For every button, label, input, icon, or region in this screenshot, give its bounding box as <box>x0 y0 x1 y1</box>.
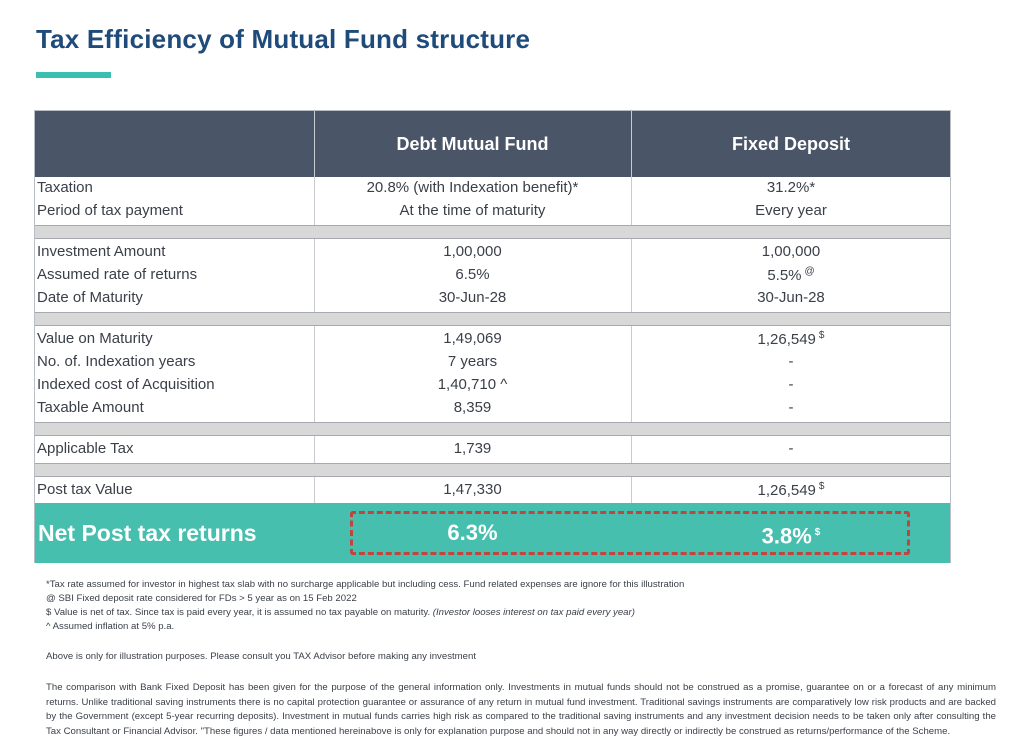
footnote-tax-rate: *Tax rate assumed for investor in highest tax slab with no surcharge applicable but including cess. Fund related expenses are ignore for this illustration <box>46 579 685 590</box>
fixed-deposit-value: 5.5% @ <box>767 266 815 284</box>
debt-mutual-fund-value: 1,739 <box>453 440 492 457</box>
debt-mutual-fund-value: 1,00,000 <box>443 243 502 260</box>
table-header <box>35 111 950 177</box>
row-label: No. of. Indexation years <box>37 353 196 370</box>
table-row <box>35 397 950 420</box>
debt-mutual-fund-value: At the time of maturity <box>399 202 546 219</box>
fixed-deposit-value: 1,26,549 $ <box>757 330 825 348</box>
footnote-sbi-rate: @ SBI Fixed deposit rate considered for FDs > 5 year as on 15 Feb 2022 <box>46 593 357 604</box>
header-debt-mutual-fund: Debt Mutual Fund <box>396 134 549 154</box>
table-row <box>35 241 950 264</box>
debt-mutual-fund-value: 1,40,710 ^ <box>437 376 508 393</box>
net-returns-debt-mutual-fund: 6.3% <box>447 520 498 545</box>
debt-mutual-fund-value: 1,49,069 <box>443 330 502 347</box>
fixed-deposit-value: - <box>788 376 794 393</box>
row-label: Value on Maturity <box>37 330 153 347</box>
title-accent-bar <box>36 72 111 78</box>
row-label: Indexed cost of Acquisition <box>37 376 215 393</box>
footnote-inflation: ^ Assumed inflation at 5% p.a. <box>46 621 175 632</box>
disclaimer: Above is only for illustration purposes. Please consult you TAX Advisor before making any investment <box>46 651 476 662</box>
table-row <box>35 328 950 351</box>
table-row <box>35 438 950 461</box>
fixed-deposit-value: 1,00,000 <box>761 243 821 260</box>
row-label: Taxation <box>37 179 93 196</box>
group-separator <box>35 225 950 239</box>
debt-mutual-fund-value: 8,359 <box>453 399 492 416</box>
table-row <box>35 479 950 502</box>
net-returns-fixed-deposit: 3.8% $ <box>761 523 821 549</box>
fixed-deposit-value: - <box>788 353 794 370</box>
group-separator <box>35 312 950 326</box>
header-fixed-deposit: Fixed Deposit <box>731 134 851 154</box>
net-returns-label: Net Post tax returns <box>38 520 257 546</box>
row-label: Taxable Amount <box>37 399 144 416</box>
footnotes <box>46 578 684 634</box>
debt-mutual-fund-value: 20.8% (with Indexation benefit)* <box>366 179 579 196</box>
table-row <box>35 287 950 310</box>
debt-mutual-fund-value: 6.5% <box>455 266 490 283</box>
debt-mutual-fund-value: 1,47,330 <box>443 481 502 498</box>
fixed-deposit-value: 1,26,549 $ <box>757 481 825 499</box>
fixed-deposit-value: Every year <box>755 202 827 219</box>
fixed-deposit-value: - <box>788 399 794 416</box>
fixed-deposit-value: 30-Jun-28 <box>757 289 825 306</box>
row-label: Assumed rate of returns <box>37 266 198 283</box>
fixed-deposit-value: - <box>788 440 794 457</box>
row-label: Investment Amount <box>37 243 166 260</box>
header-empty <box>35 111 315 177</box>
row-label: Post tax Value <box>37 481 133 498</box>
group-separator <box>35 422 950 436</box>
comparison-table <box>34 110 951 563</box>
row-label: Period of tax payment <box>37 202 183 219</box>
debt-mutual-fund-value: 30-Jun-28 <box>438 289 507 306</box>
footnote-mark: $ <box>818 330 825 341</box>
fixed-deposit-value: 31.2%* <box>766 179 816 196</box>
highlight-dashed-box <box>350 511 910 555</box>
table-row <box>35 351 950 374</box>
table-row <box>35 264 950 287</box>
table-row <box>35 177 950 200</box>
footnote-net-of-tax: $ Value is net of tax. Since tax is paid every year, it is assumed no tax payable on maturity. (Investor looses interest on tax paid every year) <box>46 607 635 618</box>
disclaimer-paragraph: The comparison with Bank Fixed Deposit has been given for the purpose of the general information only. Investments in mutual funds should not be construed as a promise, guarantee on or a forecast of any minimum returns. Unlike traditional saving instruments there is no capital protection guarantee or assurance of any return in mutual fund investment. Traditional savings instruments are comparatively low risk products and are backed by the Government (except 5-year recurring deposits). Investment in mutual funds carries high risk as compared to the traditional saving instruments and any investment decision needs to be taken only after consulting the Tax Consultant or Financial Advisor. "These figures / data mentioned hereinabove is only for explanation purpose and should not in any way directly or indirectly be construed as returns/performance of the Scheme. <box>46 682 996 737</box>
page-title: Tax Efficiency of Mutual Fund structure <box>36 24 531 54</box>
row-label: Applicable Tax <box>37 440 134 457</box>
footnote-mark: $ <box>818 481 825 492</box>
table-row <box>35 200 950 223</box>
row-label: Date of Maturity <box>37 289 143 306</box>
footnote-mark: @ <box>804 266 815 277</box>
group-separator <box>35 463 950 477</box>
table-row <box>35 374 950 397</box>
debt-mutual-fund-value: 7 years <box>447 353 498 370</box>
